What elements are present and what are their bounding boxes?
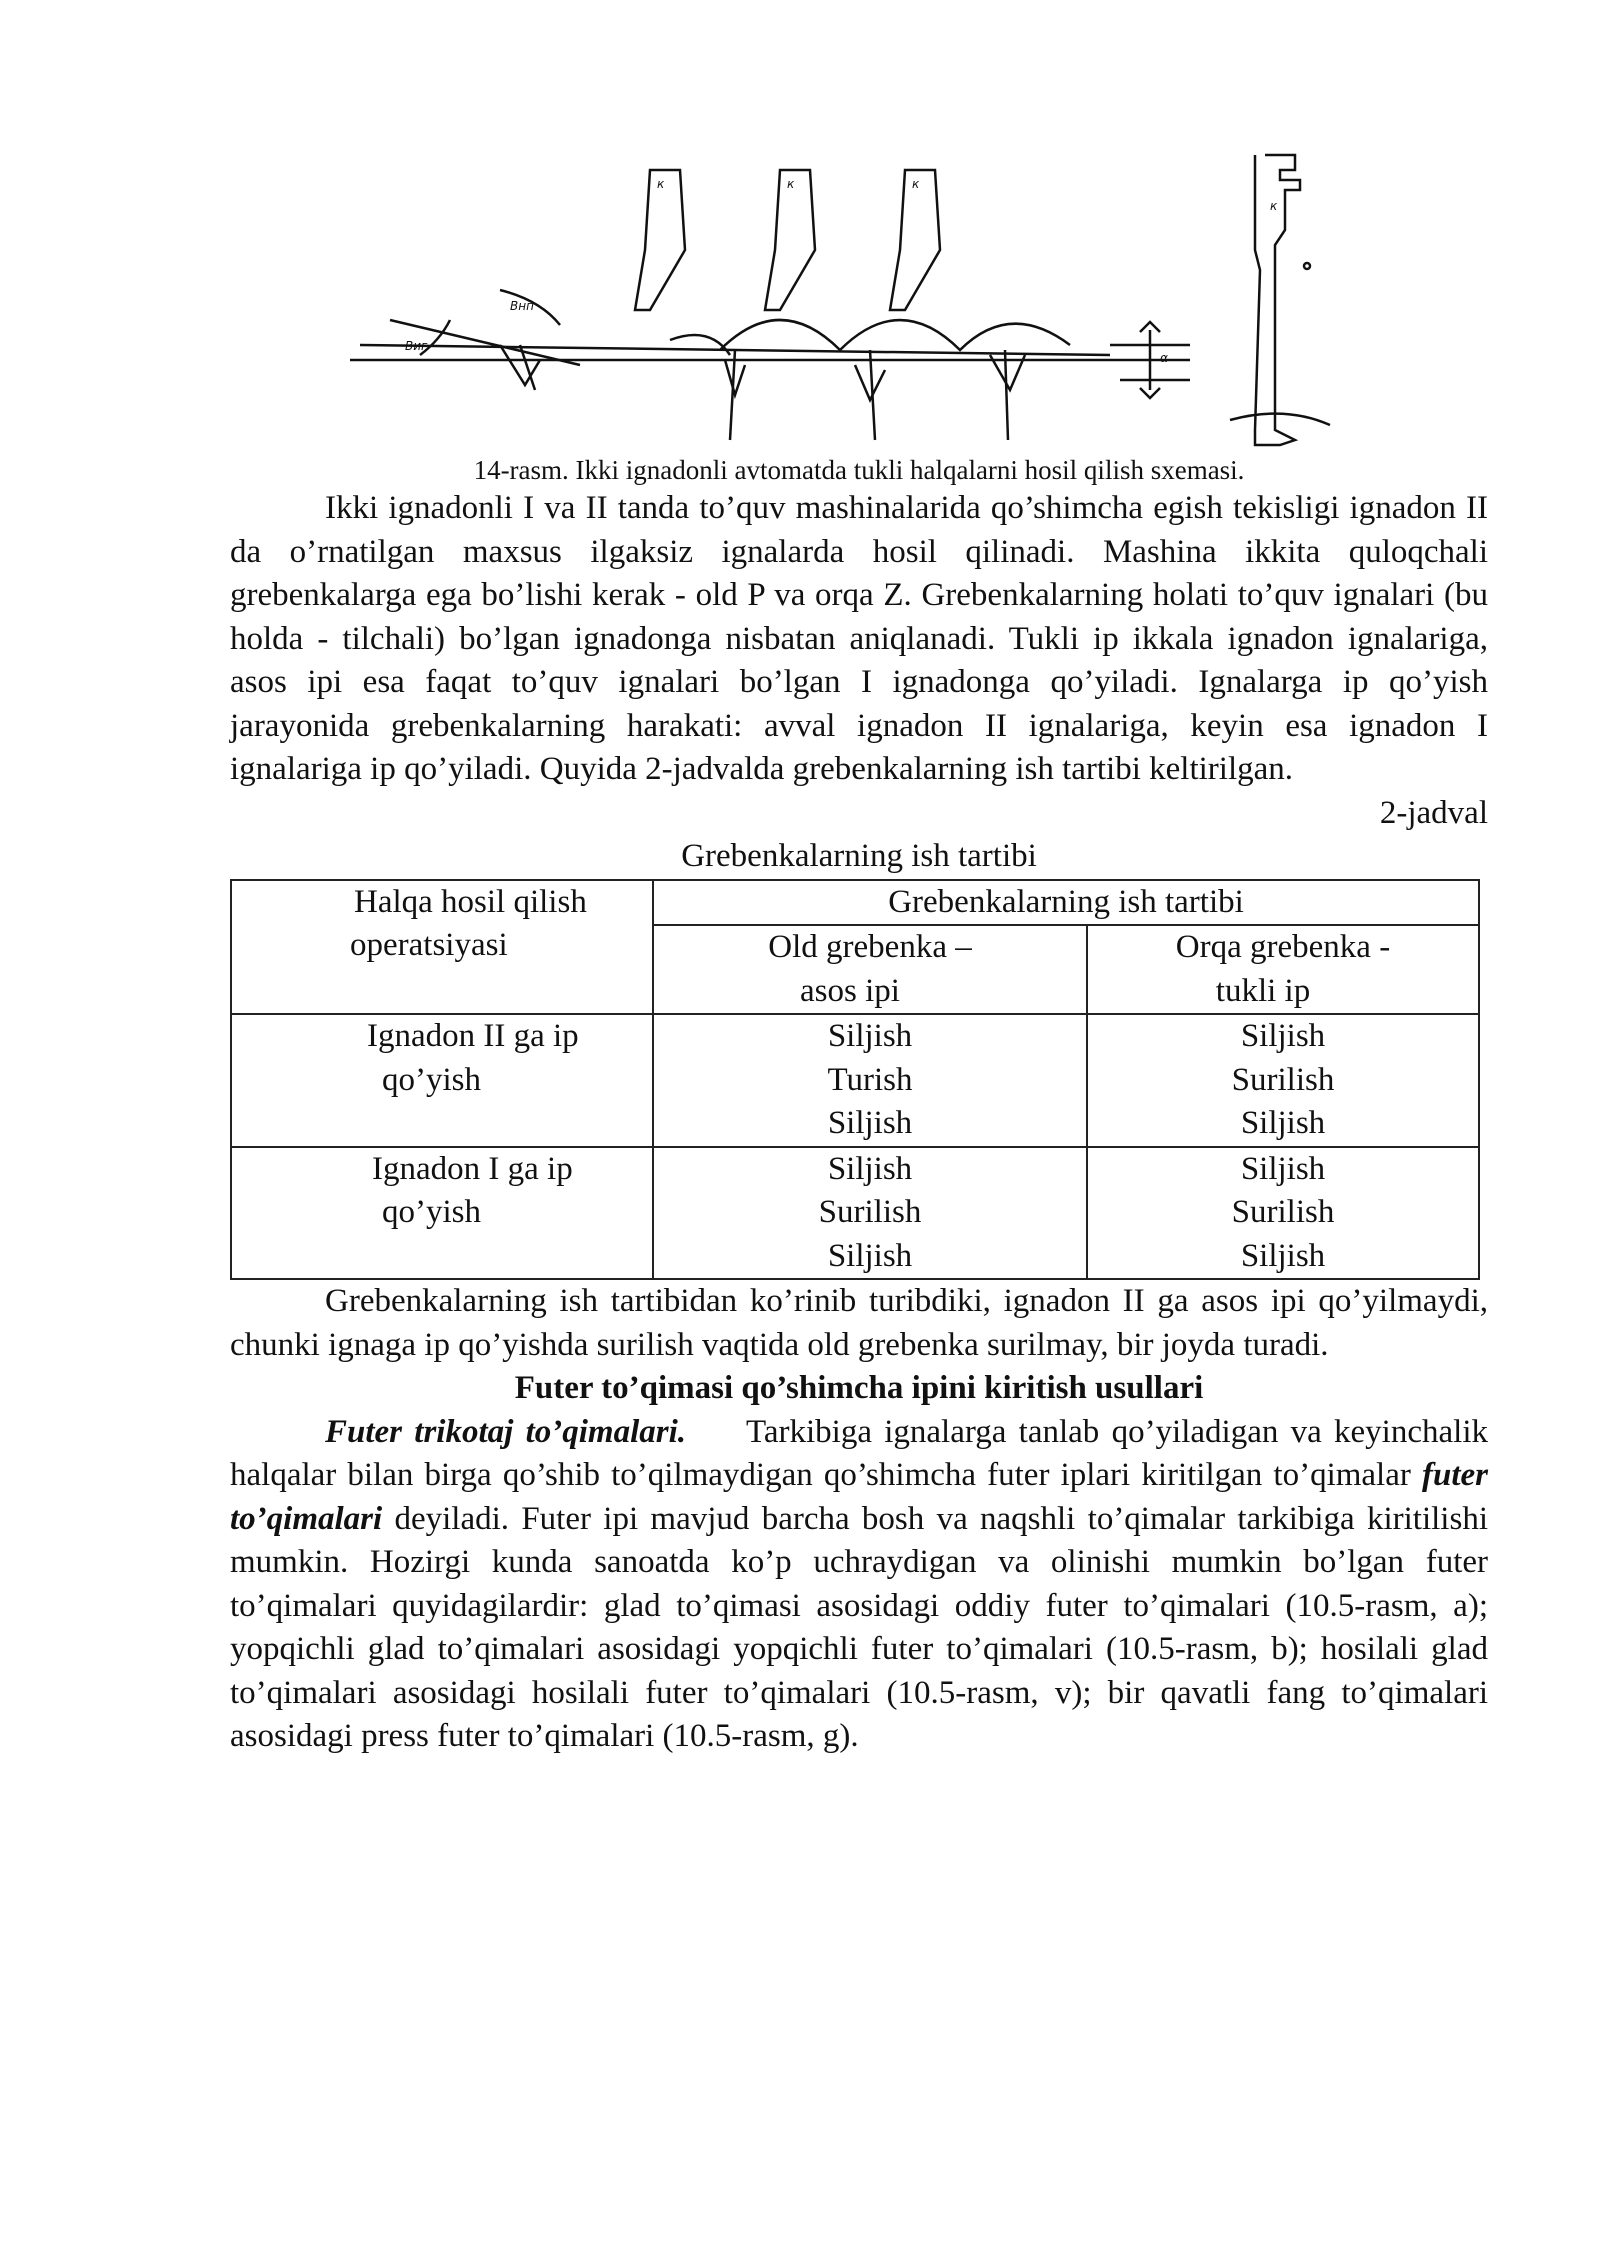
header-operation-line1: Halqa hosil qilish bbox=[354, 883, 587, 920]
paragraph-term: futer to’qimalari bbox=[230, 1457, 1488, 1537]
header-operation bbox=[231, 880, 653, 1015]
svg-text:Внп: Внп bbox=[510, 299, 534, 313]
row-operation-line2: qo’yish bbox=[382, 1061, 481, 1098]
paragraph-intro: Ikki ignadonli I va II tanda to’quv mashinalarida qo’shimcha egish tekisligi ignadon II da o’rnatilgan maxsus ilgaksiz ignalarda hosil qilinadi. Mashina ikkita quloqchali grebenkalarga ega bo’lishi kerak - old P va orqa Z. Grebenkalarning holati to’quv ignalari (bu holda - tilchali) bo’lgan ignadonga nisbatan aniqlanadi. Tukli ip ikkala ignadon ignalariga, asos ipi esa faqat to’quv ignalari bo’lgan I ignadonga qo’yiladi. Ignalarga ip qo’yish jarayonida grebenkalarning harakati: avval ignadon II ignalariga, keyin esa ignadon I ignalariga ip qo’yiladi. Quyida 2-jadvalda grebenkalarning ish tartibi keltirilgan. bbox=[230, 490, 1488, 787]
figure-caption: 14-rasm. Ikki ignadonli avtomatda tukli halqalarni hosil qilish sxemasi. bbox=[473, 455, 1245, 485]
paragraph-part1: Tarkibiga ignalarga tanlab qo’yiladigan va keyinchalik halqalar bilan birga qo’shib to’qilmaydigan qo’shimcha futer iplari kiritilgan to’qimalar bbox=[230, 1413, 1488, 1493]
cell-value: Siljish bbox=[827, 1150, 913, 1187]
cell-value: Siljish bbox=[1240, 1105, 1326, 1141]
row-back-values bbox=[1087, 1147, 1479, 1280]
paragraph-lead: Futer trikotaj to’qimalari. bbox=[325, 1413, 686, 1450]
row-old-values bbox=[653, 1147, 1087, 1280]
row-operation bbox=[231, 1014, 653, 1147]
cell-value: Siljish bbox=[1240, 1237, 1326, 1274]
header-old-line2: asos ipi bbox=[800, 972, 900, 1009]
cell-value: Siljish bbox=[827, 1105, 913, 1141]
row-operation-line1: Ignadon I ga ip bbox=[372, 1150, 573, 1187]
scheme-drawing bbox=[350, 150, 1390, 450]
row-operation-line2: qo’yish bbox=[382, 1194, 481, 1230]
header-back bbox=[1087, 925, 1479, 1014]
table-label: 2-jadval bbox=[1379, 794, 1488, 831]
cell-value: Siljish bbox=[1240, 1018, 1326, 1054]
svg-text:Виг: Виг bbox=[405, 339, 428, 353]
paragraph-futer bbox=[230, 1411, 1488, 1759]
table-row bbox=[231, 1147, 1479, 1280]
table-row bbox=[231, 1014, 1479, 1147]
cell-value: Surilish bbox=[1231, 1194, 1335, 1230]
svg-text:к: к bbox=[912, 177, 920, 191]
header-old-line1: Old grebenka – bbox=[768, 929, 972, 965]
cell-value: Surilish bbox=[1231, 1061, 1335, 1098]
section-heading: Futer to’qimasi qo’shimcha ipini kiritish usullari bbox=[514, 1370, 1204, 1406]
header-back-line1: Orqa grebenka - bbox=[1175, 929, 1391, 965]
row-operation bbox=[231, 1147, 653, 1280]
row-back-values bbox=[1087, 1014, 1479, 1147]
header-group: Grebenkalarning ish tartibi bbox=[653, 880, 1479, 926]
svg-text:к: к bbox=[787, 177, 795, 191]
svg-text:к: к bbox=[1270, 199, 1278, 213]
body-text bbox=[230, 487, 1488, 1759]
knitting-scheme-figure bbox=[350, 150, 1390, 450]
cell-value: Turish bbox=[827, 1061, 913, 1098]
cell-value: Surilish bbox=[818, 1194, 922, 1230]
grebenka-table bbox=[230, 879, 1480, 1281]
cell-value: Siljish bbox=[1240, 1150, 1326, 1187]
header-back-line2: tukli ip bbox=[1215, 972, 1311, 1009]
paragraph-conclusion: Grebenkalarning ish tartibidan ko’rinib turibdiki, ignadon II ga asos ipi qo’yilmaydi, chunki ignaga ip qo’yishda surilish vaqtida old grebenka surilmay, bir joyda turadi. bbox=[230, 1283, 1488, 1363]
table-header-row bbox=[231, 880, 1479, 926]
cell-value: Siljish bbox=[827, 1018, 913, 1054]
table-title: Grebenkalarning ish tartibi bbox=[681, 838, 1037, 874]
row-operation-line1: Ignadon II ga ip bbox=[367, 1018, 579, 1054]
header-old bbox=[653, 925, 1087, 1014]
row-old-values bbox=[653, 1014, 1087, 1147]
svg-text:к: к bbox=[657, 177, 665, 191]
cell-value: Siljish bbox=[827, 1237, 913, 1274]
header-operation-line2: operatsiyasi bbox=[350, 927, 508, 963]
paragraph-part2: deyiladi. Futer ipi mavjud barcha bosh va naqshli to’qimalar tarkibiga kiritilishi mumkin. Hozirgi kunda sanoatda ko’p uchraydigan va olinishi mumkin bo’lgan futer to’qimalari quyidagilardir: glad to’qimasi asosidagi oddiy futer to’qimalari (10.5-rasm, a); yopqichli glad to’qimalari asosidagi yopqichli futer to’qimalari (10.5-rasm, b); hosilali glad to’qimalari asosidagi hosilali futer to’qimalari (10.5-rasm, v); bir qavatli fang to’qimalari asosidagi press futer to’qimalari (10.5-rasm, g). bbox=[230, 1500, 1488, 1754]
svg-text:α: α bbox=[1160, 351, 1168, 365]
